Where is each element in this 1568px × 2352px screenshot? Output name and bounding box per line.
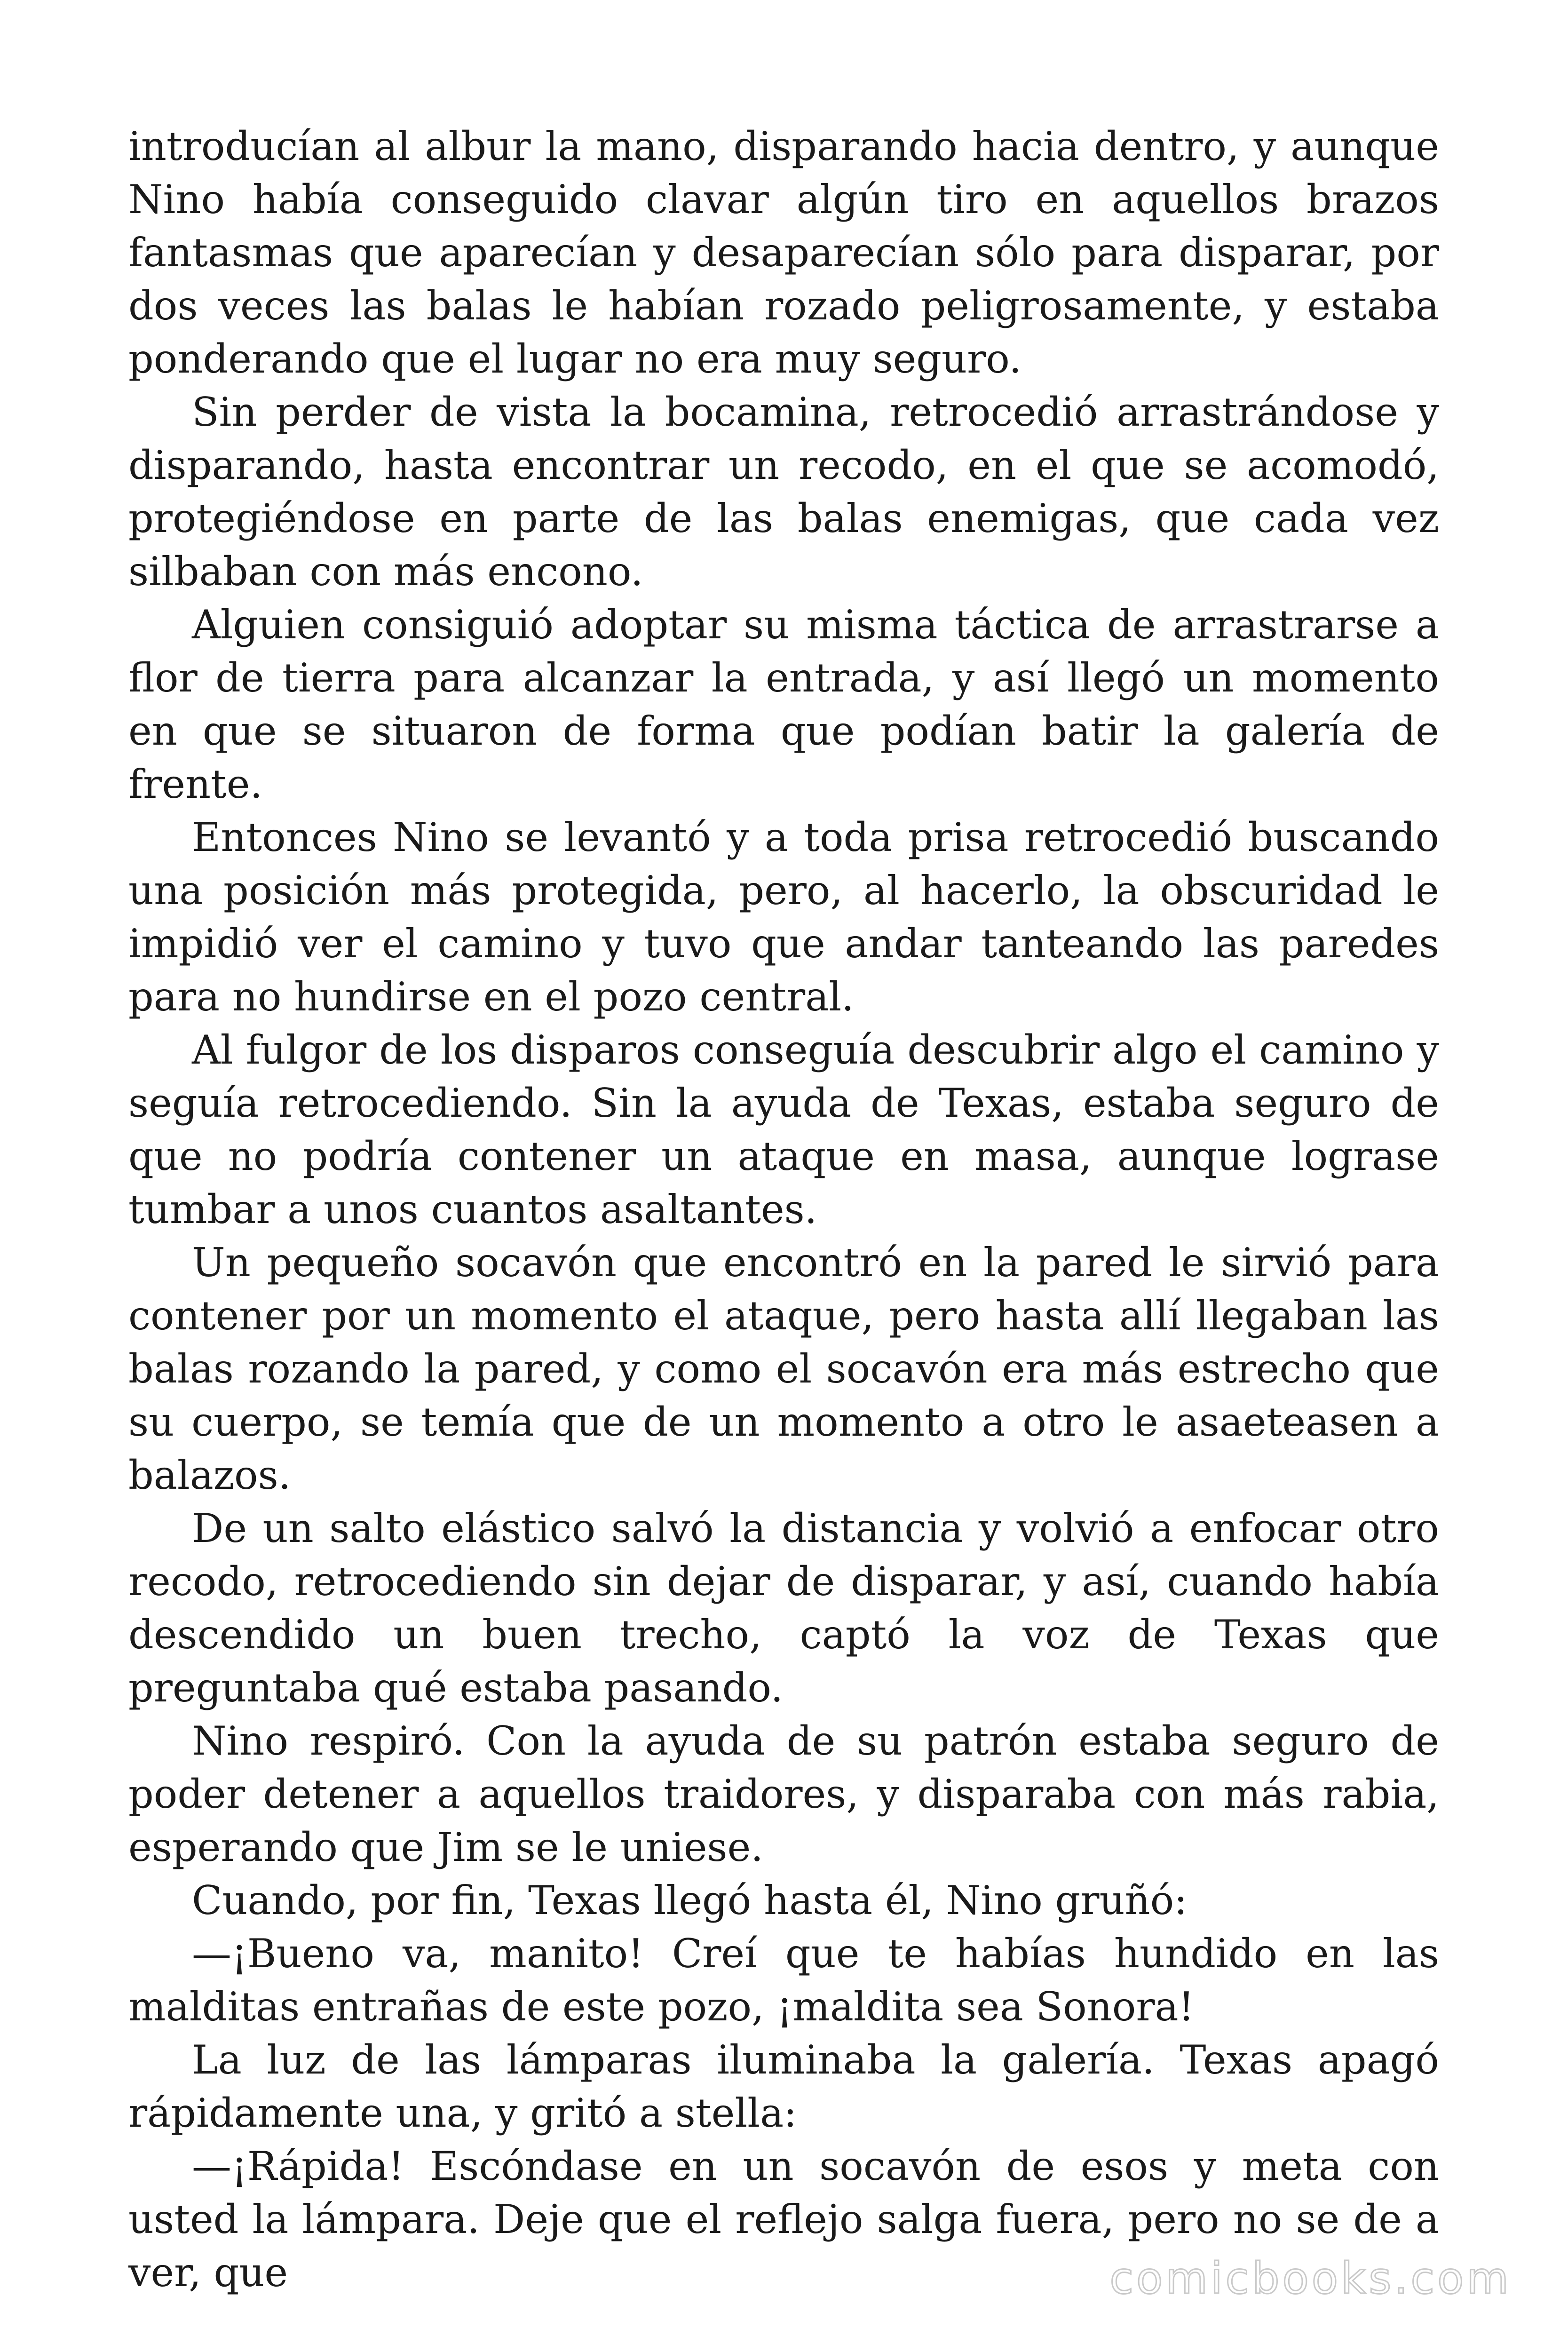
paragraph-5: Al fulgor de los disparos conseguía descubrir algo el camino y seguía retrocediendo. Sin la ayuda de Texas, estaba seguro de que no podría contener un ataque en masa, aunque lograse tumbar a unos cuantos asaltantes. (128, 1027, 1439, 1232)
paragraph-9: Cuando, por fin, Texas llegó hasta él, Nino gruñó: (192, 1877, 1188, 1923)
paragraph-4: Entonces Nino se levantó y a toda prisa retrocedió buscando una posición más protegida, pero, al hacerlo, la obscuridad le impidió ver el camino y tuvo que andar tanteando las paredes para no hundirse en el pozo central. (128, 814, 1439, 1020)
paragraph-7: De un salto elástico salvó la distancia y volvió a enfocar otro recodo, retrocediendo sin dejar de disparar, y así, cuando había descendido un buen trecho, captó la voz de Texas que preguntaba qué estaba pasando. (128, 1505, 1439, 1711)
body-text (128, 120, 1439, 2299)
paragraph-8: Nino respiró. Con la ayuda de su patrón estaba seguro de poder detener a aquellos traidores, y disparaba con más rabia, esperando que Jim se le uniese. (128, 1718, 1439, 1870)
paragraph-10: —¡Bueno va, manito! Creí que te habías hundido en las malditas entrañas de este pozo, ¡maldita sea Sonora! (128, 1931, 1439, 2030)
paragraph-3: Alguien consiguió adoptar su misma táctica de arrastrarse a flor de tierra para alcanzar la entrada, y así llegó un momento en que se situaron de forma que podían batir la galería de frente. (128, 602, 1439, 807)
paragraph-1: introducían al albur la mano, disparando hacia dentro, y aunque Nino había conseguido clavar algún tiro en aquellos brazos fantasmas que aparecían y desaparecían sólo para disparar, por dos veces las balas le habían rozado peligrosamente, y estaba ponderando que el lugar no era muy seguro. (128, 123, 1439, 382)
watermark: comicbooks.com (1109, 2253, 1512, 2304)
paragraph-12: —¡Rápida! Escóndase en un socavón de esos y meta con usted la lámpara. Deje que el reflejo salga fuera, pero no se de a ver, que (128, 2143, 1439, 2296)
paragraph-11: La luz de las lámparas iluminaba la galería. Texas apagó rápidamente una, y gritó a stella: (128, 2037, 1439, 2136)
paragraph-6: Un pequeño socavón que encontró en la pared le sirvió para contener por un momento el ataque, pero hasta allí llegaban las balas rozando la pared, y como el socavón era más estrecho que su cuerpo, se temía que de un momento a otro le asaeteasen a balazos. (128, 1240, 1439, 1498)
paragraph-2: Sin perder de vista la bocamina, retrocedió arrastrándose y disparando, hasta encontrar un recodo, en el que se acomodó, protegiéndose en parte de las balas enemigas, que cada vez silbaban con más encono. (128, 389, 1439, 595)
